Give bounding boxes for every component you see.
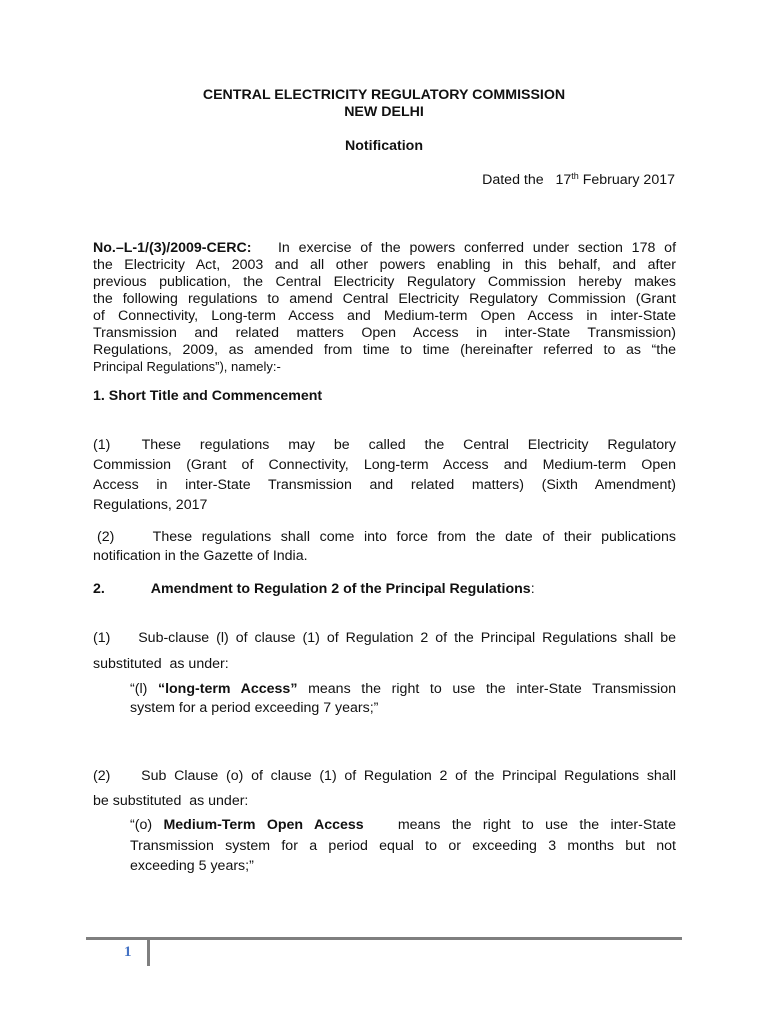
clause-1-definition-line-1: system for a period exceeding 7 years;” (130, 700, 379, 716)
clause-2-definition-line-2: exceeding 5 years;” (130, 858, 254, 874)
clause-1-line-0: (1) Sub-clause (l) of clause (1) of Regulation 2 of the Principal Regulations shall be (93, 630, 676, 646)
section-1-para-1-line-2: Access in inter-State Transmission and related matters) (Sixth Amendment) (93, 477, 676, 493)
section-1-para-1-line-3: Regulations, 2017 (93, 497, 208, 513)
section-1-heading: 1. Short Title and Commencement (93, 388, 323, 404)
document-title: Notification (344, 138, 424, 154)
notification-number: No.–L-1/(3)/2009-CERC (93, 240, 247, 256)
preamble-line-4: of Connectivity, Long-term Access and Medium-term Open Access in inter-State (93, 308, 676, 324)
date-suffix: th (571, 171, 579, 181)
date-prefix: Dated the (482, 172, 544, 188)
clause-2-term: Medium-Term Open Access (163, 817, 364, 833)
clause-1-definition-line-0: “(l) “long-term Access” means the right to use the inter-State Transmission (130, 681, 676, 697)
section-2-heading: 2. Amendment to Regulation 2 of the Principal Regulations: (93, 581, 535, 597)
preamble-line-2: previous publication, the Central Electricity Regulatory Commission hereby makes (93, 274, 676, 290)
section-1-para-2-line-1: notification in the Gazette of India. (93, 548, 308, 564)
page-number: 1 (124, 944, 132, 960)
section-1-para-1-line-1: Commission (Grant of Connectivity, Long-term Access and Medium-term Open (93, 457, 676, 473)
section-2-title: Amendment to Regulation 2 of the Principal Regulations (150, 581, 531, 597)
preamble-line-3: the following regulations to amend Central Electricity Regulatory Commission (Grant (93, 291, 676, 307)
clause-2-line-1: be substituted as under: (93, 793, 249, 809)
org-city: NEW DELHI (344, 104, 424, 120)
footer-divider (147, 940, 150, 966)
section-1-para-2-line-0: (2) These regulations shall come into force from the date of their publications (97, 529, 676, 545)
section-1-para-1-line-0: (1) These regulations may be called the Central Electricity Regulatory (93, 437, 676, 453)
clause-2-definition-line-1: Transmission system for a period equal to or exceeding 3 months but not (130, 838, 676, 854)
footer-rule (86, 937, 682, 940)
preamble-line-5: Transmission and related matters Open Access in inter-State Transmission) (93, 325, 676, 341)
org-name: CENTRAL ELECTRICITY REGULATORY COMMISSION (202, 87, 566, 103)
date-day: 17 (555, 172, 572, 188)
date-rest: February 2017 (582, 172, 675, 188)
preamble-line-6: Regulations, 2009, as amended from time to time (hereinafter referred to as “the (93, 342, 676, 358)
section-2-number: 2. (93, 581, 105, 597)
preamble-line-0: No.–L-1/(3)/2009-CERC: In exercise of the powers conferred under section 178 of (93, 240, 677, 256)
clause-1-term: “long-term Access” (157, 681, 298, 697)
clause-1-line-1: substituted as under: (93, 656, 229, 672)
preamble-line-1: the Electricity Act, 2003 and all other powers enabling in this behalf, and after (93, 257, 676, 273)
preamble-line-7: Principal Regulations”), namely:- (93, 359, 281, 374)
clause-2-definition-line-0: “(o) Medium-Term Open Access means the right to use the inter-State (130, 817, 676, 833)
clause-2-line-0: (2) Sub Clause (o) of clause (1) of Regulation 2 of the Principal Regulations shall (93, 768, 676, 784)
document-date (482, 172, 675, 188)
